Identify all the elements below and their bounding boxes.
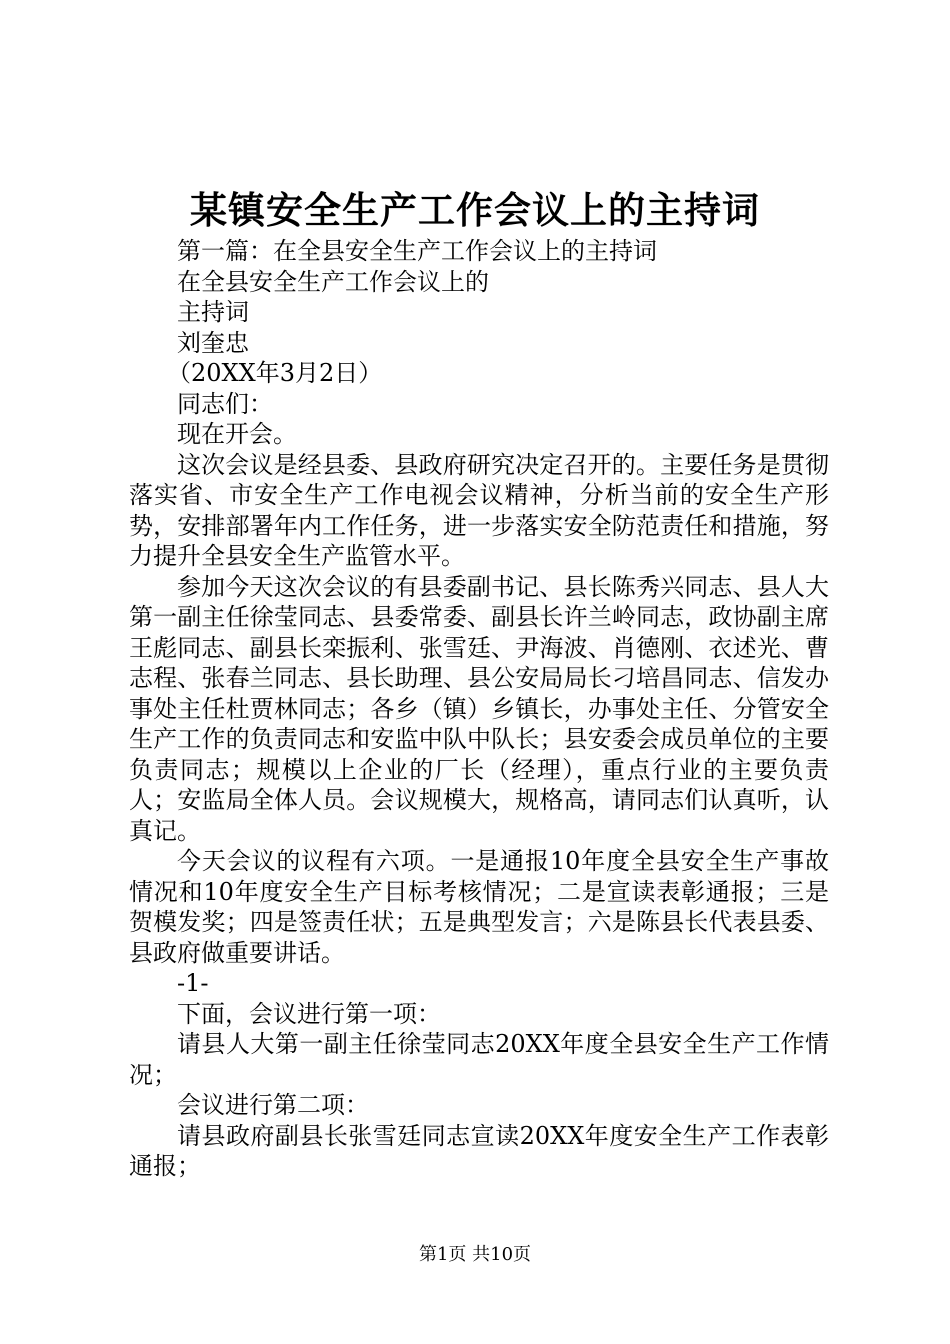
paragraph: 今天会议的议程有六项。一是通报10年度全县安全生产事故情况和10年度安全生产目标考核情况；二是宣读表彰通报；三是贺模发奖；四是签责任状；五是典型发言；六是陈县长代表县委、县政府做重要讲话。 — [129, 847, 829, 967]
paragraph: 第一篇：在全县安全生产工作会议上的主持词 — [177, 237, 657, 265]
paragraph-date: （20XX年3月2日） — [167, 359, 383, 387]
paragraph: 这次会议是经县委、县政府研究决定召开的。主要任务是贯彻落实省、市安全生产工作电视会议精神，分析当前的安全生产形势，安排部署年内工作任务，进一步落实安全防范责任和措施，努力提升全县安全生产监管水平。 — [129, 450, 829, 570]
paragraph: 同志们： — [177, 389, 273, 418]
paragraph: 主持词 — [177, 298, 249, 326]
page-footer: 第1页 共10页 — [418, 1244, 532, 1265]
paragraph: 请县人大第一副主任徐莹同志20XX年度全县安全生产工作情况； — [129, 1030, 829, 1089]
paragraph: 下面，会议进行第一项： — [177, 999, 441, 1028]
paragraph: 请县政府副县长张雪廷同志宣读20XX年度安全生产工作表彰通报； — [129, 1121, 829, 1180]
page-marker: -1- — [177, 969, 209, 997]
paragraph: 现在开会。 — [177, 420, 297, 448]
paragraph: 刘奎忠 — [177, 328, 249, 357]
document-title: 某镇安全生产工作会议上的主持词 — [190, 188, 760, 232]
paragraph: 参加今天这次会议的有县委副书记、县长陈秀兴同志、县人大第一副主任徐莹同志、县委常委、副县长许兰岭同志，政协副主席王彪同志、副县长栾振利、张雪廷、尹海波、肖德刚、衣述光、曹志程、张春兰同志、县长助理、县公安局局长刁培昌同志、信发办事处主任杜贾林同志；各乡（镇）乡镇长，办事处主任、分管安全生产工作的负责同志和安监中队中队长；县安委会成员单位的主要负责同志；规模以上企业的厂长（经理），重点行业的主要负责人；安监局全体人员。会议规模大，规格高，请同志们认真听，认真记。 — [129, 572, 829, 845]
paragraph: 在全县安全生产工作会议上的 — [177, 267, 489, 296]
paragraph: 会议进行第二项： — [177, 1091, 369, 1119]
document-body — [129, 236, 829, 1182]
